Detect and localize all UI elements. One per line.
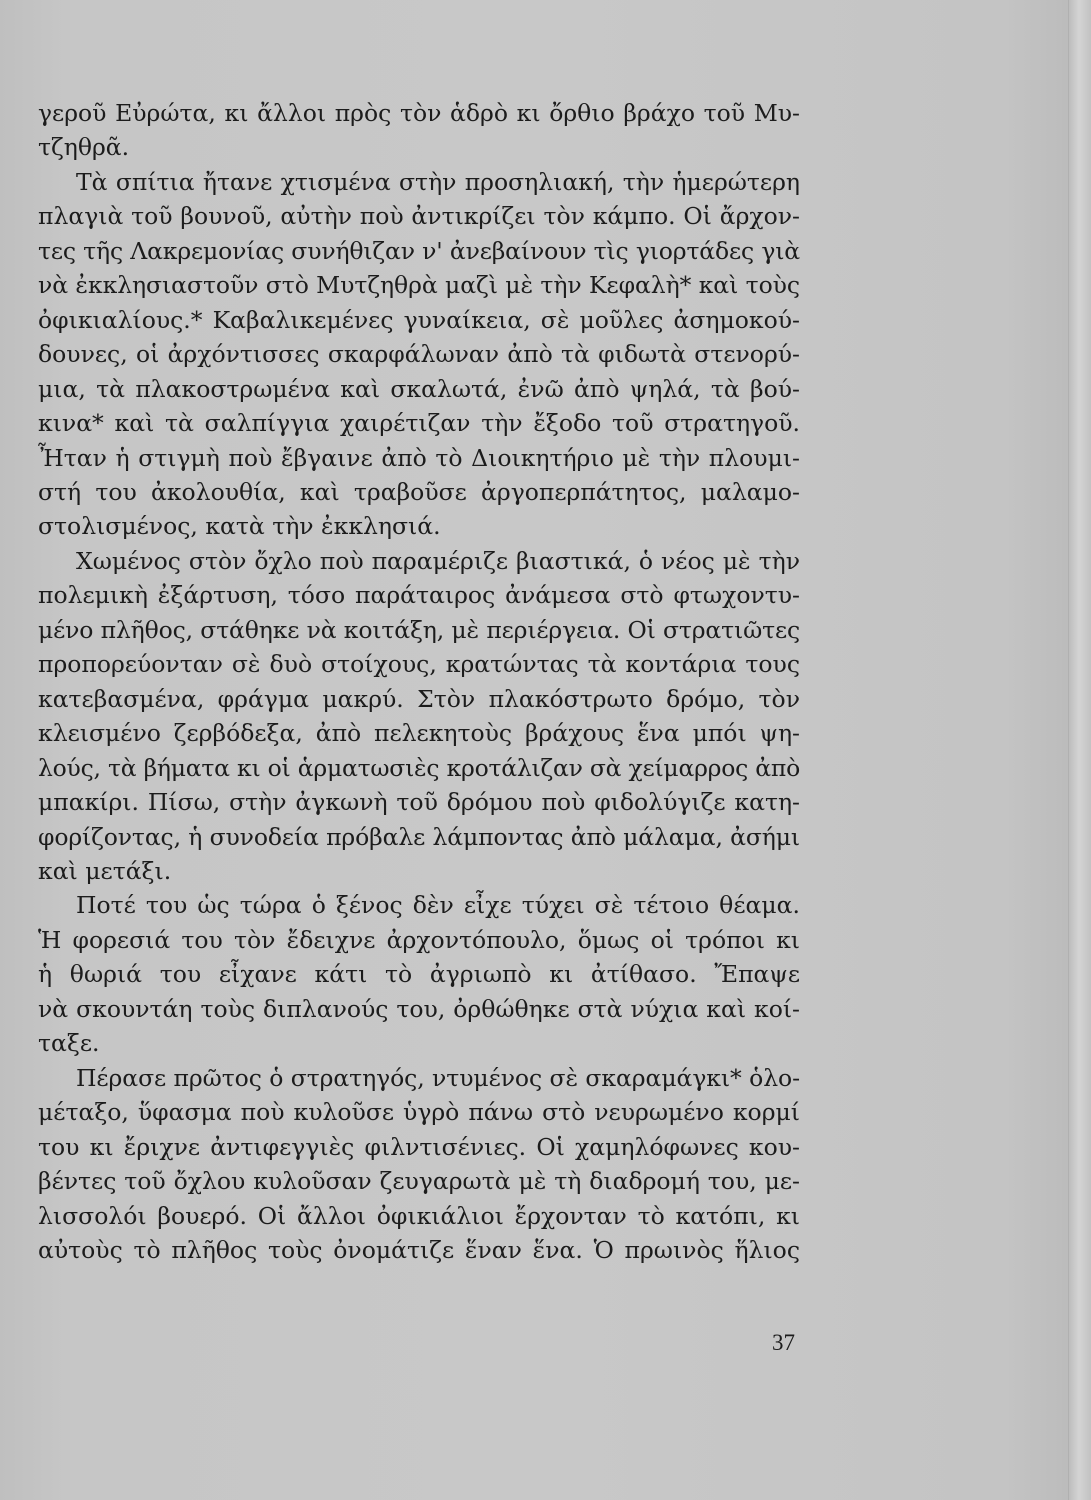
text-line: πλαγιὰ τοῦ βουνοῦ, αὐτὴν ποὺ ἀντικρίζει τὸν κάμπο. Οἱ ἄρχον-: [38, 202, 800, 231]
page-number: 37: [772, 1330, 795, 1355]
text-line: τζηθρᾶ.: [38, 133, 130, 162]
page-edge-shadow: [1068, 0, 1091, 1500]
text-line: ταξε.: [38, 1029, 100, 1058]
text-line: λούς, τὰ βήματα κι οἱ ἁρματωσιὲς κροτάλιζαν σὰ χείμαρρος ἀπὸ: [38, 753, 800, 782]
text-line: στολισμένος, κατὰ τὴν ἐκκλησιά.: [38, 512, 441, 541]
text-line: Ἡ φορεσιά του τὸν ἔδειχνε ἀρχοντόπουλο, ὅμως οἱ τρόποι κι: [38, 925, 800, 954]
text-line: στή του ἀκολουθία, καὶ τραβοῦσε ἀργοπερπάτητος, μαλαμο-: [38, 477, 800, 506]
text-line: κατεβασμένα, φράγμα μακρύ. Στὸν πλακόστρωτο δρόμο, τὸν: [38, 684, 800, 713]
text-line: Πέρασε πρῶτος ὁ στρατηγός, ντυμένος σὲ σκαραμάγκι* ὁλο-: [76, 1063, 800, 1092]
text-line: ἡ θωριά του εἶχανε κάτι τὸ ἀγριωπὸ κι ἀτίθασο. Ἔπαψε: [38, 960, 800, 989]
text-line: πολεμικὴ ἐξάρτυση, τόσο παράταιρος ἀνάμεσα στὸ φτωχοντυ-: [38, 581, 800, 610]
text-line: τες τῆς Λακρεμονίας συνήθιζαν ν' ἀνεβαίνουν τὶς γιορτάδες γιὰ: [38, 236, 800, 265]
text-line: φορίζοντας, ἡ συνοδεία πρόβαλε λάμποντας ἀπὸ μάλαμα, ἀσήμι: [38, 822, 800, 851]
text-line: αὐτοὺς τὸ πλῆθος τοὺς ὀνομάτιζε ἕναν ἕνα. Ὁ πρωινὸς ἥλιος: [38, 1235, 800, 1264]
text-line: κινα* καὶ τὰ σαλπίγγια χαιρέτιζαν τὴν ἔξοδο τοῦ στρατηγοῦ.: [38, 409, 800, 438]
text-line: ὀφικιαλίους.* Καβαλικεμένες γυναίκεια, σὲ μοῦλες ἀσημοκού-: [38, 305, 800, 334]
text-line: Ἦταν ἡ στιγμὴ ποὺ ἔβγαινε ἀπὸ τὸ Διοικητήριο μὲ τὴν πλουμι-: [38, 443, 800, 472]
text-line: βέντες τοῦ ὄχλου κυλοῦσαν ζευγαρωτὰ μὲ τὴ διαδρομή του, με-: [38, 1167, 800, 1196]
text-line: Ποτέ του ὡς τώρα ὁ ξένος δὲν εἶχε τύχει σὲ τέτοιο θέαμα.: [76, 891, 800, 920]
text-line: μένο πλῆθος, στάθηκε νὰ κοιτάξη, μὲ περιέργεια. Οἱ στρατιῶτες: [38, 615, 800, 644]
text-line: του κι ἔριχνε ἀντιφεγγιὲς φιλντισένιες. Οἱ χαμηλόφωνες κου-: [38, 1132, 800, 1161]
text-line: λισσολόι βουερό. Οἱ ἄλλοι ὀφικιάλιοι ἔρχονταν τὸ κατόπι, κι: [38, 1201, 800, 1230]
text-line: κλεισμένο ζερβόδεξα, ἀπὸ πελεκητοὺς βράχους ἕνα μπόι ψη-: [38, 719, 800, 748]
text-line: μια, τὰ πλακοστρωμένα καὶ σκαλωτά, ἐνῶ ἀπὸ ψηλά, τὰ βού-: [38, 374, 800, 403]
text-line: δουνες, οἱ ἀρχόντισσες σκαρφάλωναν ἀπὸ τὰ φιδωτὰ στενορύ-: [38, 340, 800, 369]
text-line: γεροῦ Εὐρώτα, κι ἄλλοι πρὸς τὸν ἁδρὸ κι ὄρθιο βράχο τοῦ Μυ-: [38, 99, 800, 127]
text-line: νὰ ἐκκλησιαστοῦν στὸ Μυτζηθρὰ μαζὶ μὲ τὴν Κεφαλὴ* καὶ τοὺς: [38, 271, 800, 300]
text-line: Χωμένος στὸν ὄχλο ποὺ παραμέριζε βιαστικά, ὁ νέος μὲ τὴν: [76, 546, 800, 575]
text-line: μέταξο, ὕφασμα ποὺ κυλοῦσε ὑγρὸ πάνω στὸ νευρωμένο κορμί: [38, 1098, 800, 1127]
text-line: Τὰ σπίτια ἤτανε χτισμένα στὴν προσηλιακή, τὴν ἡμερώτερη: [76, 167, 800, 196]
text-line: προπορεύονταν σὲ δυὸ στοίχους, κρατώντας τὰ κοντάρια τους: [38, 650, 800, 679]
text-line: νὰ σκουντάη τοὺς διπλανούς του, ὀρθώθηκε στὰ νύχια καὶ κοί-: [38, 994, 800, 1023]
body-text: [38, 96, 800, 1267]
text-line: μπακίρι. Πίσω, στὴν ἀγκωνὴ τοῦ δρόμου ποὺ φιδολύγιζε κατη-: [38, 788, 800, 817]
text-line: καὶ μετάξι.: [38, 856, 172, 885]
